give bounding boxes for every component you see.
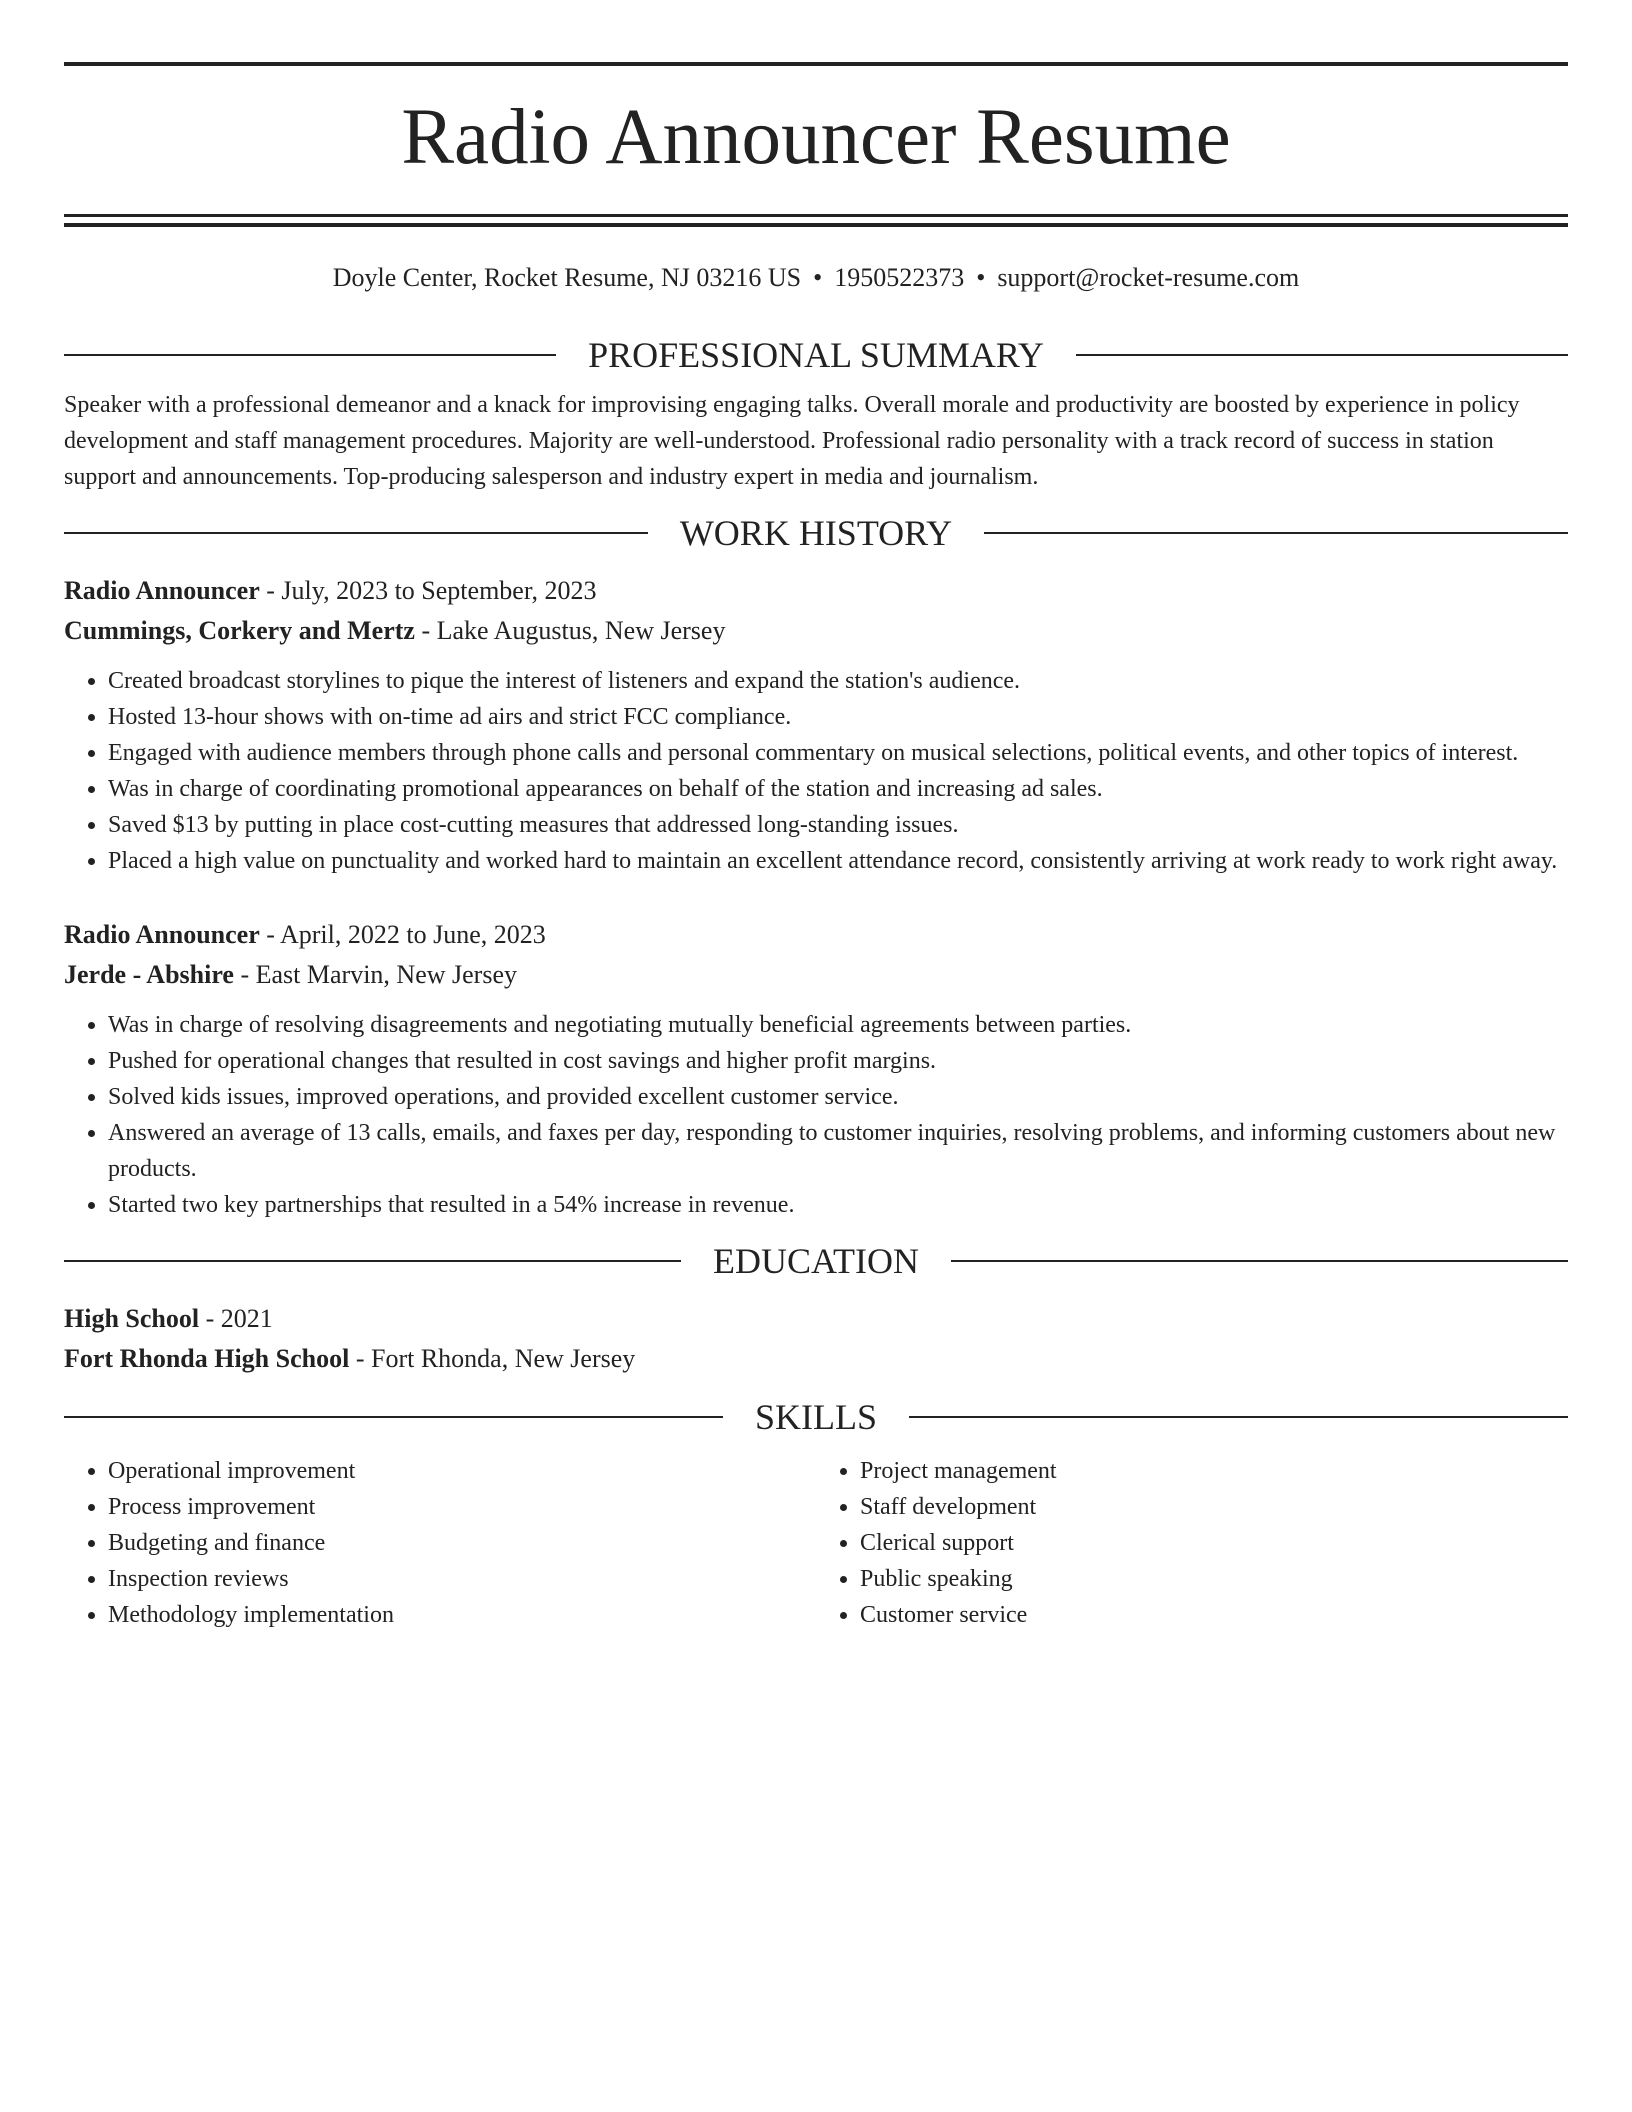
job-entry	[64, 571, 1568, 879]
heading-rule-right	[909, 1416, 1568, 1418]
job-bullet: • Was in charge of coordinating promotional appearances on behalf of the station and increasing ad sales.	[108, 771, 1568, 807]
job-bullet: • Engaged with audience members through phone calls and personal commentary on musical selections, political events, and other topics of interest.	[108, 735, 1568, 771]
heading-rule-right	[951, 1260, 1568, 1262]
education-school-line	[64, 1339, 1568, 1379]
skill-item: • Operational improvement	[108, 1453, 816, 1489]
top-rule	[64, 62, 1568, 66]
section-heading-summary	[64, 333, 1568, 377]
job-company: Jerde - Abshire	[64, 960, 234, 989]
resume-title: Radio Announcer Resume	[401, 94, 1231, 181]
job-bullet-list	[64, 663, 1568, 879]
skill-item: • Budgeting and finance	[108, 1525, 816, 1561]
skills-list-right	[816, 1453, 1568, 1633]
job-bullet: • Saved $13 by putting in place cost-cutting measures that addressed long-standing issues.	[108, 807, 1568, 843]
education-year: - 2021	[199, 1304, 273, 1333]
job-bullet: • Pushed for operational changes that resulted in cost savings and higher profit margins.	[108, 1043, 1568, 1079]
skill-item: • Staff development	[860, 1489, 1568, 1525]
job-title-line	[64, 571, 1568, 611]
skills-list-left	[64, 1453, 816, 1633]
heading-rule-left	[64, 1260, 681, 1262]
contact-address: Doyle Center, Rocket Resume, NJ 03216 US	[332, 263, 802, 292]
job-bullet: • Was in charge of resolving disagreements and negotiating mutually beneficial agreements between parties.	[108, 1007, 1568, 1043]
section-heading-label: PROFESSIONAL SUMMARY	[588, 335, 1044, 375]
section-heading-label: EDUCATION	[713, 1241, 919, 1281]
job-bullet: • Hosted 13-hour shows with on-time ad airs and strict FCC compliance.	[108, 699, 1568, 735]
job-title: Radio Announcer	[64, 920, 260, 949]
job-bullet: • Answered an average of 13 calls, emails, and faxes per day, responding to customer inquiries, resolving problems, and informing customers about new products.	[108, 1115, 1568, 1187]
title-double-rule	[64, 214, 1568, 227]
job-bullet-list	[64, 1007, 1568, 1223]
skill-item: • Methodology implementation	[108, 1597, 816, 1633]
section-heading-label: WORK HISTORY	[679, 513, 953, 553]
skills-columns	[64, 1453, 1568, 1633]
section-heading-work-history	[64, 511, 1568, 555]
job-bullet: • Solved kids issues, improved operations, and provided excellent customer service.	[108, 1079, 1568, 1115]
job-location: - East Marvin, New Jersey	[233, 960, 517, 989]
education-school: Fort Rhonda High School	[64, 1344, 350, 1373]
education-degree: High School	[64, 1304, 200, 1333]
heading-rule-left	[64, 354, 556, 356]
job-company-line	[64, 955, 1568, 995]
skill-item: • Customer service	[860, 1597, 1568, 1633]
contact-separator: •	[976, 263, 986, 292]
job-title-line	[64, 915, 1568, 955]
section-heading-skills	[64, 1395, 1568, 1439]
summary-text: Speaker with a professional demeanor and a knack for improvising engaging talks. Overall morale and productivity are boosted by experience in policy development and staff management procedures. Majority are well-understood. Professional radio personality with a track record of success in station support and announcements. Top-producing salesperson and industry expert in media and journalism.	[64, 392, 1520, 490]
contact-separator: •	[813, 263, 823, 292]
job-dates: - July, 2023 to September, 2023	[259, 576, 597, 605]
skill-item: • Clerical support	[860, 1525, 1568, 1561]
job-bullet: • Created broadcast storylines to pique the interest of listeners and expand the station's audience.	[108, 663, 1568, 699]
skill-item: • Process improvement	[108, 1489, 816, 1525]
section-heading-education	[64, 1239, 1568, 1283]
education-location: - Fort Rhonda, New Jersey	[349, 1344, 636, 1373]
contact-email: support@rocket-resume.com	[997, 263, 1300, 292]
skill-item: • Inspection reviews	[108, 1561, 816, 1597]
job-company-line	[64, 611, 1568, 651]
job-title: Radio Announcer	[64, 576, 260, 605]
education-entry	[64, 1299, 1568, 1379]
job-entry	[64, 915, 1568, 1223]
skill-item: • Project management	[860, 1453, 1568, 1489]
section-heading-label: SKILLS	[755, 1397, 878, 1437]
job-bullet: • Started two key partnerships that resulted in a 54% increase in revenue.	[108, 1187, 1568, 1223]
contact-line	[64, 261, 1568, 295]
heading-rule-right	[984, 532, 1568, 534]
job-location: - Lake Augustus, New Jersey	[414, 616, 726, 645]
job-company: Cummings, Corkery and Mertz	[64, 616, 415, 645]
contact-phone: 1950522373	[834, 263, 965, 292]
heading-rule-left	[64, 1416, 723, 1418]
heading-rule-left	[64, 532, 648, 534]
job-bullet: • Placed a high value on punctuality and worked hard to maintain an excellent attendance record, consistently arriving at work ready to work right away.	[108, 843, 1568, 879]
skill-item: • Public speaking	[860, 1561, 1568, 1597]
education-degree-line	[64, 1299, 1568, 1339]
job-dates: - April, 2022 to June, 2023	[259, 920, 546, 949]
heading-rule-right	[1076, 354, 1568, 356]
